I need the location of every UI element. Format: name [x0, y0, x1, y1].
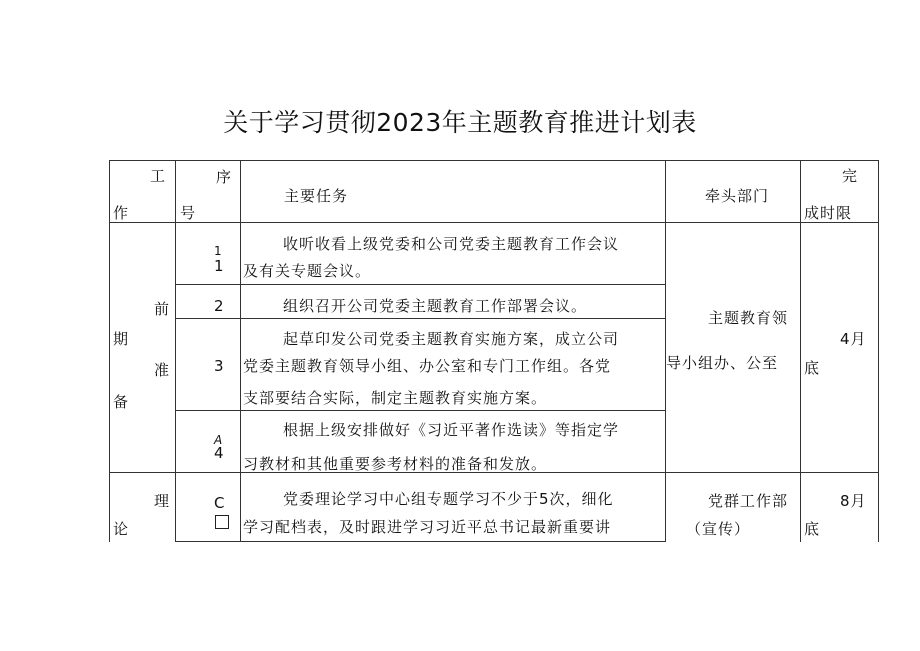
row4-seq-mark: A — [214, 433, 224, 447]
row-divider-3 — [175, 410, 665, 411]
stage2-dept-line2: （宣传） — [686, 520, 751, 538]
stage2-char-1: 理 — [154, 492, 171, 510]
header-deadline-top: 完 — [842, 167, 859, 185]
stage1-char-2: 期 — [113, 330, 130, 348]
col-divider-deadline — [800, 160, 801, 542]
stage1-char-1: 前 — [154, 300, 171, 318]
document-title: 关于学习贯彻2023年主题教育推进计划表 — [223, 108, 697, 137]
row3-task-line3: 支部要结合实际，制定主题教育实施方案。 — [243, 389, 548, 407]
stage2-deadline-suffix: 底 — [804, 520, 821, 538]
table-border-left — [109, 160, 110, 542]
col-divider-dept — [665, 160, 666, 542]
stage1-char-3: 准 — [154, 361, 171, 379]
checkbox-glyph — [215, 515, 229, 529]
header-divider — [109, 222, 879, 223]
stage2-deadline-month: 8月 — [840, 492, 867, 510]
row3-seq: 3 — [214, 357, 225, 375]
col-divider-task — [240, 160, 241, 542]
row4-task-line2: 习教材和其他重要参考材料的准备和发放。 — [243, 455, 548, 473]
header-deadline-bottom: 成时限 — [804, 204, 853, 222]
row2-task-line1: 组织召开公司党委主题教育工作部署会议。 — [283, 297, 588, 315]
header-dept: 牵头部门 — [705, 187, 770, 205]
header-task: 主要任务 — [284, 187, 349, 205]
header-seq-top: 序 — [216, 168, 233, 186]
row1-task-line2: 及有关专题会议。 — [243, 262, 372, 280]
stage1-dept-line2: 导小组办、公至 — [666, 354, 779, 372]
stage1-deadline-suffix: 底 — [804, 359, 821, 377]
row2-seq: 2 — [214, 297, 225, 315]
row5-task-line2: 学习配档表，及时跟进学习习近平总书记最新重要讲 — [243, 518, 612, 536]
header-stage-top: 工 — [150, 167, 167, 185]
row1-task-line1: 收听收看上级党委和公司党委主题教育工作会议 — [283, 235, 620, 253]
row1-seq: 1 — [214, 257, 225, 275]
header-stage-bottom: 作 — [113, 204, 130, 222]
stage1-char-4: 备 — [113, 393, 130, 411]
stage2-dept-line1: 党群工作部 — [708, 492, 789, 510]
row3-task-line1: 起草印发公司党委主题教育实施方案，成立公司 — [283, 330, 620, 348]
table-border-right — [878, 160, 879, 542]
stage1-deadline-month: 4月 — [840, 330, 867, 348]
stage1-dept-line1: 主题教育领 — [708, 309, 789, 327]
row4-seq: 4 — [214, 444, 225, 462]
header-seq-bottom: 号 — [180, 204, 197, 222]
row5-task-line1: 党委理论学习中心组专题学习不少于5次，细化 — [283, 490, 614, 508]
row4-task-line1: 根据上级安排做好《习近平著作选读》等指定学 — [283, 421, 620, 439]
row1-seq-mark: 1 — [214, 244, 223, 258]
row-divider-2 — [175, 318, 665, 319]
row-divider-1 — [175, 284, 665, 285]
row5-seq-mark: C — [214, 494, 226, 512]
row3-task-line2: 党委主题教育领导小组、办公室和专门工作组。各党 — [243, 357, 612, 375]
col-divider-seq — [175, 160, 176, 542]
table-border-top — [109, 160, 879, 161]
stage2-char-2: 论 — [113, 520, 130, 538]
table-border-bottom-partial — [175, 541, 665, 542]
